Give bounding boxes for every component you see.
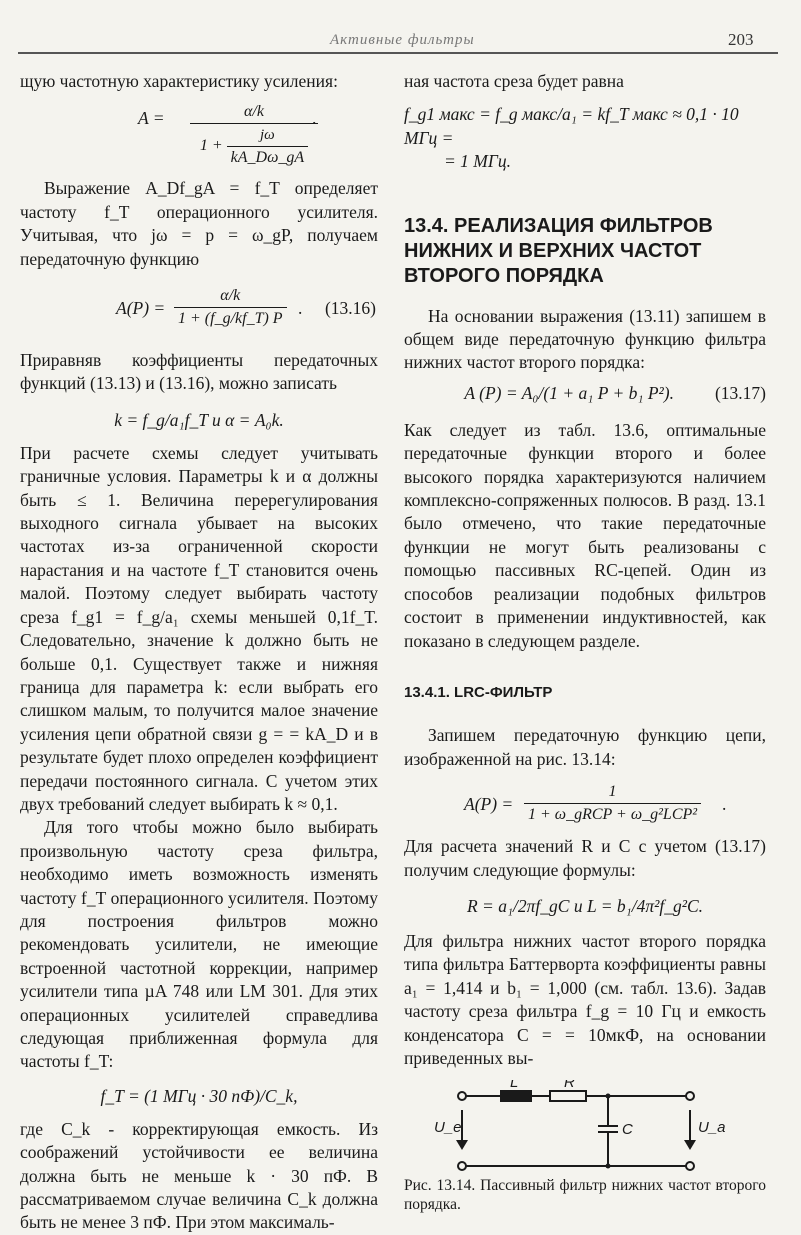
figure-13-14	[404, 1080, 766, 1176]
label-capacitor: C	[622, 1121, 633, 1139]
eq-numerator: α/k	[190, 101, 318, 124]
label-input-voltage: U_e	[434, 1119, 462, 1137]
paragraph: Для фильтра нижних частот второго порядка типа фильтра Баттерворта коэффициенты равны a₁ = 1,414 и b₁ = 1,000 (см. табл. 13.6). Задав частоту среза фильтра f_g = 10 Гц и емкость конденсатора C = = 10мкФ, на основании приведенных вы-	[404, 930, 766, 1068]
header-rule	[18, 52, 778, 54]
paragraph: На основании выражения (13.11) запишем в общем виде передаточную функцию фильтра нижних частот второго порядка:	[404, 305, 766, 373]
paragraph: Приравняв коэффициенты передаточных функций (13.13) и (13.16), можно записать	[20, 350, 378, 394]
label-resistor: R	[564, 1080, 575, 1092]
eq-denominator: 1 + ω_gRCP + ω_g²LCP²	[528, 806, 698, 824]
circuit-diagram	[404, 1080, 766, 1176]
eq-inner-num: jω	[227, 124, 309, 147]
eq-inner-fraction	[227, 124, 309, 169]
equation-gain	[20, 101, 378, 167]
paragraph: ная частота среза будет равна	[404, 71, 624, 91]
right-column	[404, 70, 766, 1214]
eq-text: A (P) = A₀/(1 + a₁ P + b₁ P²).	[464, 382, 674, 403]
equation-fmax-line1: f_g1 макс = f_g макс/a₁ = kf_T макс ≈ 0,1 · 10 МГц =	[404, 104, 739, 148]
eq-end: .	[298, 298, 303, 319]
eq-den-plus: 1 +	[199, 137, 223, 155]
output-arrow-head	[684, 1140, 696, 1150]
junction-top	[606, 1094, 611, 1099]
eq-lhs: A(P) =	[464, 794, 514, 815]
label-output-voltage: U_a	[698, 1119, 726, 1137]
running-header-title: Активные фильтры	[330, 32, 475, 48]
eq-inner-den: kA_Dω_gA	[230, 149, 305, 167]
input-terminal-top	[458, 1092, 466, 1100]
eq-end: .	[312, 108, 317, 129]
equation-k: k = f_g/a₁f_T и α = A₀k.	[114, 409, 284, 430]
paragraph: Как следует из табл. 13.6, оптимальные передаточные функции второго и более высокого порядка характеризуются наличием комплексно-сопряженных полюсов. В разд. 13.1 было отмечено, что такие передаточные функции не могут быть реализованы с помощью пассивных RC-цепей. Один из способов реализации подобных фильтров состоит в применении индуктивностей, как показано в следующем разделе.	[404, 419, 766, 651]
eq-denominator: 1 + (f_g/kf_T) P	[178, 310, 283, 328]
eq-lhs: A(P) =	[116, 298, 166, 319]
label-inductor: L	[510, 1080, 519, 1092]
equation-fmax-line2: = 1 МГц.	[444, 151, 511, 172]
eq-number: (13.16)	[324, 298, 376, 319]
subsection-title: 13.4.1. LRC-ФИЛЬТР	[404, 683, 553, 701]
resistor-symbol	[550, 1091, 586, 1101]
output-terminal-top	[686, 1092, 694, 1100]
paragraph: При расчете схемы следует учитывать граничные условия. Параметры k и α должны быть ≤ 1. Величина перерегулирования выходного сигнала убывает на высоких частотах из-за ограниченной скорости нарастания и на частоте f_T становится очень малой. Поэтому следует выбирать частоту среза f_g1 = f_g/a₁ схемы меньшей 0,1f_T. Следовательно, значение k должно быть не больше 0,1. Существует также и нижняя граница для параметра k: если выбрать его слишком малым, то получится малое значение усиления цепи обратной связи g = = kA_D и в результате будет плохо определен коэффициент передачи постоянного сигнала. С учетом этих двух требований следует выбирать k ≈ 0,1.	[20, 442, 378, 814]
figure-caption: Рис. 13.14. Пассивный фильтр нижних частот второго порядка.	[404, 1177, 766, 1214]
left-column	[20, 70, 378, 1235]
eq-number: (13.17)	[714, 382, 766, 403]
junction-bottom	[606, 1164, 611, 1169]
equation-rl: R = a₁/2πf_gC и L = b₁/4π²f_g²C.	[466, 895, 704, 916]
eq-lhs: A =	[138, 108, 165, 129]
equation-lrc	[404, 779, 766, 835]
eq-end: .	[722, 794, 727, 815]
eq-numerator: 1	[524, 781, 701, 804]
paragraph: Для того чтобы можно было выбирать произвольную частоту среза фильтра, необходимо иметь возможность изменять частоту f_T операционного усилителя. Поэтому для построения фильтров можно рекомендовать усилители, не имеющие встроенной частотной коррекции, например усилители типа µA 748 или LM 301. Для этих операционных усилителей справедлива следующая приближенная формула для частоты f_T:	[20, 817, 378, 1072]
paragraph: где C_k - корректирующая емкость. Из соображений устойчивости ее величина должна быть не меньше k · 30 пФ. В рассматриваемом случае величина C_k должна быть не менее 3 пФ. При этом максималь-	[20, 1118, 378, 1233]
equation-ft: f_T = (1 МГц · 30 пФ)/C_k,	[100, 1085, 298, 1106]
paragraph: щую частотную характеристику усиления:	[20, 71, 338, 91]
inductor-symbol	[500, 1090, 532, 1102]
paragraph: Для расчета значений R и C с учетом (13.17) получим следующие формулы:	[404, 836, 766, 880]
paragraph: Выражение A_Df_gA = f_T определяет частоту f_T операционного усилителя. Учитывая, что jω = p = ω_gP, получаем передаточную функцию	[20, 178, 378, 269]
eq-numerator: α/k	[174, 285, 287, 308]
paragraph: Запишем передаточную функцию цепи, изображенной на рис. 13.14:	[404, 725, 766, 769]
eq-fraction	[190, 101, 318, 169]
eq-fraction	[524, 781, 701, 826]
equation-13-17	[404, 379, 766, 407]
input-terminal-bottom	[458, 1162, 466, 1170]
equation-13-16	[20, 281, 378, 343]
input-arrow-head	[456, 1140, 468, 1150]
output-terminal-bottom	[686, 1162, 694, 1170]
section-title: 13.4. РЕАЛИЗАЦИЯ ФИЛЬТРОВ НИЖНИХ И ВЕРХНИХ ЧАСТОТ ВТОРОГО ПОРЯДКА	[404, 214, 713, 287]
eq-fraction	[174, 285, 287, 330]
page-number: 203	[728, 30, 754, 49]
eq-denominator	[190, 124, 318, 169]
